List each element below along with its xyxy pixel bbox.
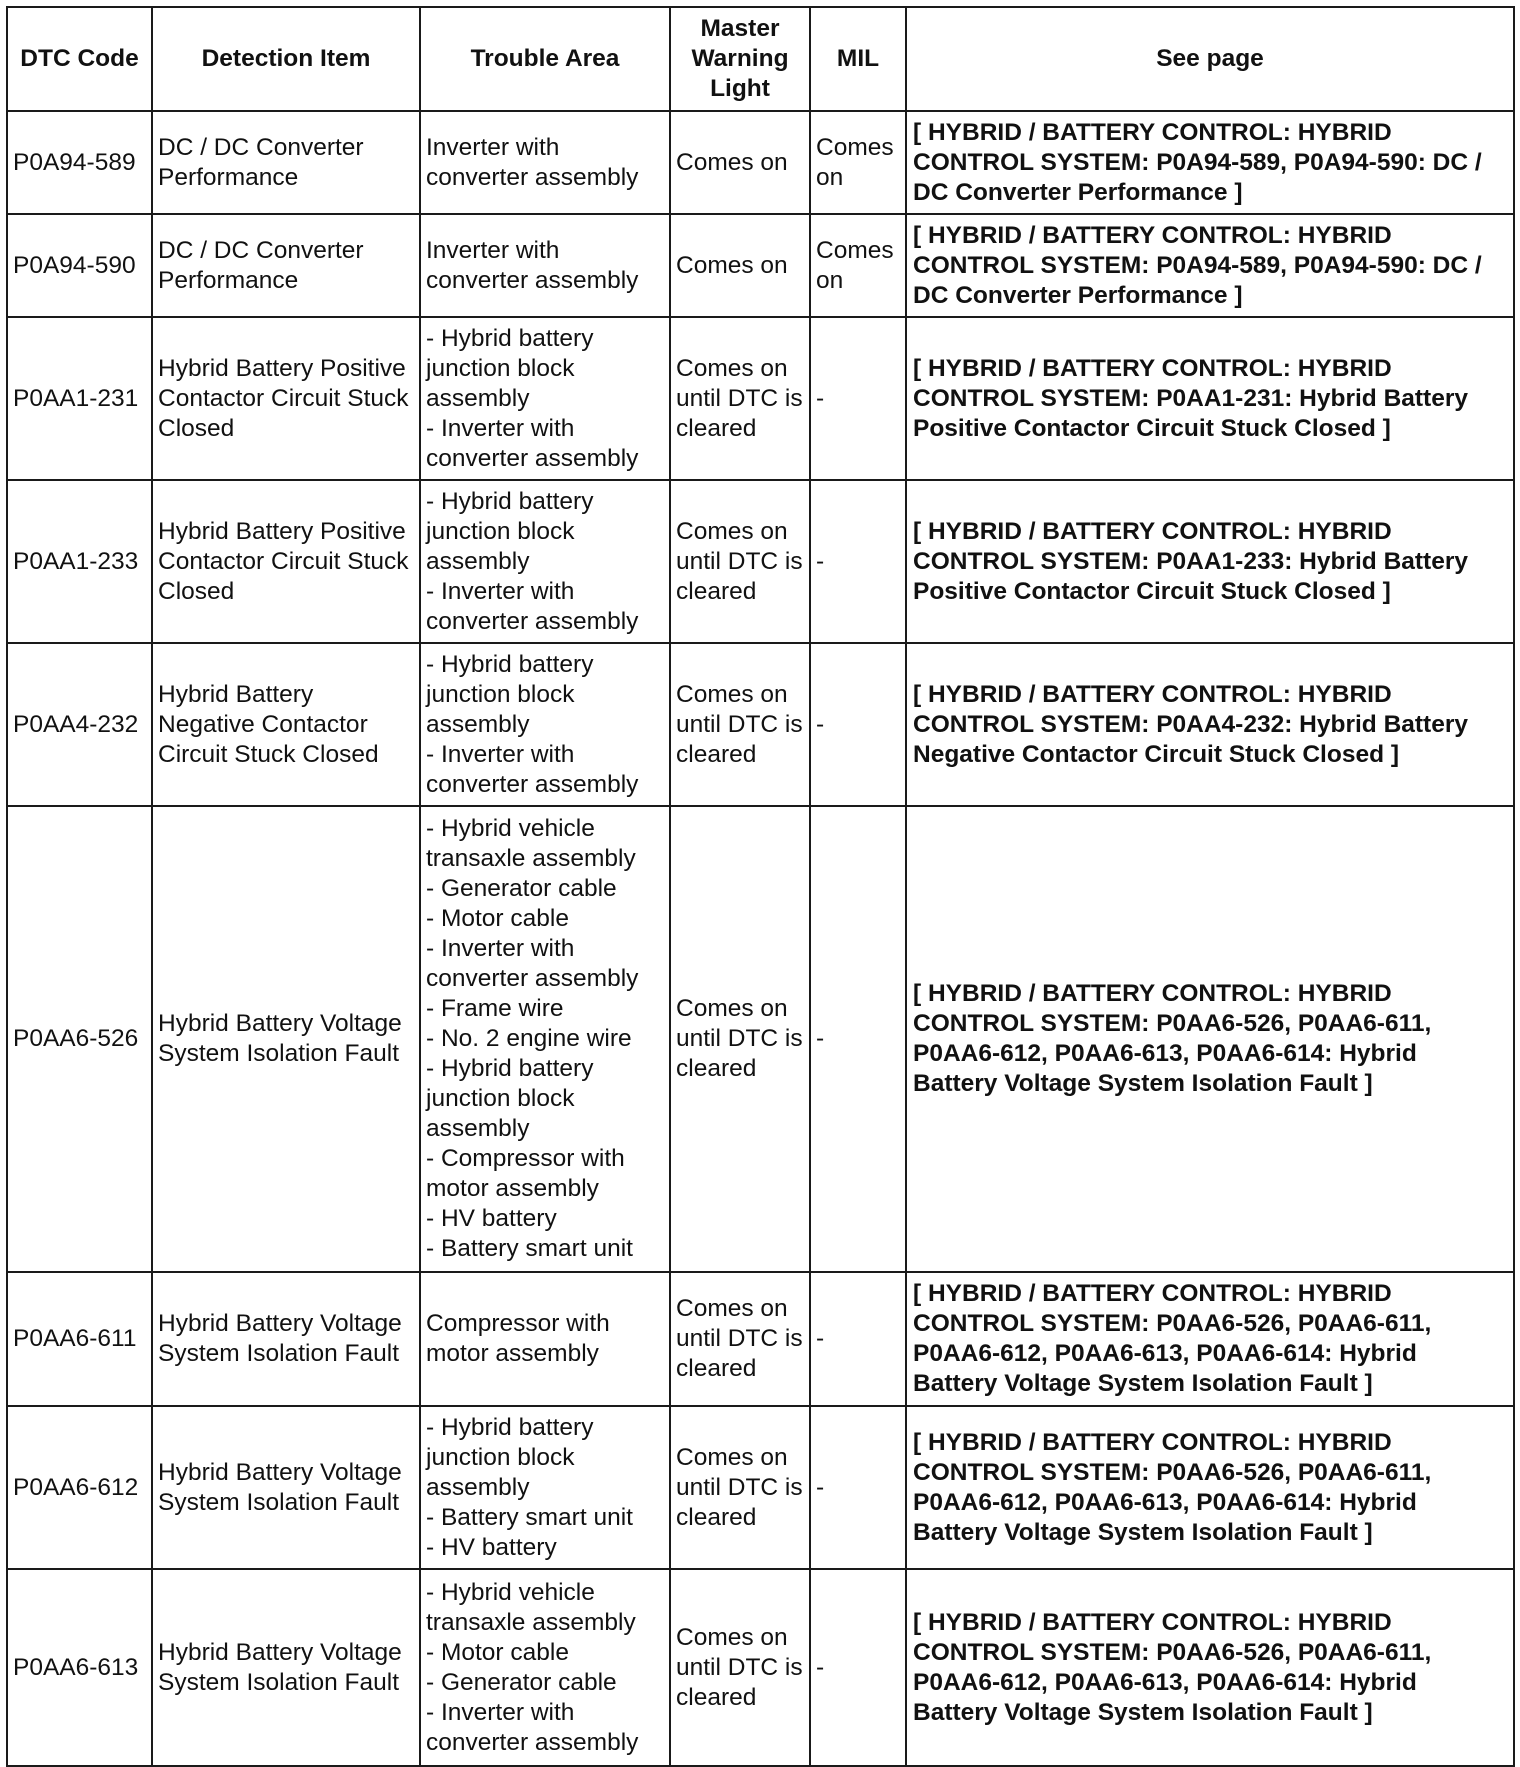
trouble-area-line: - Inverter with converter assembly <box>426 577 639 635</box>
table-row <box>7 111 1514 214</box>
trouble-area-cell <box>420 806 670 1272</box>
header-dtc-code: DTC Code <box>7 7 152 111</box>
mil-cell: - <box>810 1569 906 1766</box>
dtc-code-cell: P0AA4-232 <box>7 643 152 806</box>
detection-item-cell: Hybrid Battery Voltage System Isolation Fault <box>152 1569 420 1766</box>
mil-cell: - <box>810 643 906 806</box>
master-warning-light-cell: Comes on until DTC is cleared <box>670 1406 810 1569</box>
master-warning-light-cell: Comes on until DTC is cleared <box>670 480 810 643</box>
master-warning-light-cell: Comes on <box>670 111 810 214</box>
dtc-code-cell: P0AA6-612 <box>7 1406 152 1569</box>
trouble-area-line: - Inverter with converter assembly <box>426 740 639 798</box>
see-page-cell: [ HYBRID / BATTERY CONTROL: HYBRID CONTROL SYSTEM: P0A94-589, P0A94-590: DC / DC Converter Performance ] <box>906 111 1514 214</box>
header-master-warning-light: Master Warning Light <box>670 7 810 111</box>
trouble-area-line: - Motor cable <box>426 1638 569 1666</box>
master-warning-light-cell: Comes on until DTC is cleared <box>670 643 810 806</box>
see-page-cell: [ HYBRID / BATTERY CONTROL: HYBRID CONTROL SYSTEM: P0AA6-526, P0AA6-611, P0AA6-612, P0AA6-613, P0AA6-614: Hybrid Battery Voltage System Isolation Fault ] <box>906 1272 1514 1406</box>
master-warning-light-cell: Comes on until DTC is cleared <box>670 1272 810 1406</box>
table-body <box>7 111 1514 1766</box>
detection-item-cell: Hybrid Battery Positive Contactor Circuit Stuck Closed <box>152 317 420 480</box>
trouble-area-line: - Generator cable <box>426 875 617 902</box>
trouble-area-line: - Hybrid battery junction block assembly <box>426 1413 594 1501</box>
see-page-cell: [ HYBRID / BATTERY CONTROL: HYBRID CONTROL SYSTEM: P0AA1-233: Hybrid Battery Positive Contactor Circuit Stuck Closed ] <box>906 480 1514 643</box>
header-detection-item: Detection Item <box>152 7 420 111</box>
trouble-area-cell <box>420 111 670 214</box>
detection-item-cell: Hybrid Battery Voltage System Isolation Fault <box>152 1272 420 1406</box>
mil-cell: Comes on <box>810 214 906 317</box>
trouble-area-line: - Motor cable <box>426 905 569 932</box>
trouble-area-cell <box>420 1272 670 1406</box>
trouble-area-line: - Hybrid battery junction block assembly <box>426 1055 594 1142</box>
trouble-area-line: - Inverter with converter assembly <box>426 414 639 472</box>
see-page-cell: [ HYBRID / BATTERY CONTROL: HYBRID CONTROL SYSTEM: P0AA6-526, P0AA6-611, P0AA6-612, P0AA6-613, P0AA6-614: Hybrid Battery Voltage System Isolation Fault ] <box>906 806 1514 1272</box>
trouble-area-cell <box>420 480 670 643</box>
mil-cell: - <box>810 480 906 643</box>
master-warning-light-cell: Comes on until DTC is cleared <box>670 317 810 480</box>
trouble-area-line: - Inverter with converter assembly <box>426 1698 639 1756</box>
dtc-code-cell: P0A94-590 <box>7 214 152 317</box>
mil-cell: - <box>810 1406 906 1569</box>
table-row <box>7 214 1514 317</box>
dtc-code-cell: P0AA6-611 <box>7 1272 152 1406</box>
trouble-area-line: - Hybrid battery junction block assembly <box>426 650 594 738</box>
see-page-cell: [ HYBRID / BATTERY CONTROL: HYBRID CONTROL SYSTEM: P0AA6-526, P0AA6-611, P0AA6-612, P0AA6-613, P0AA6-614: Hybrid Battery Voltage System Isolation Fault ] <box>906 1569 1514 1766</box>
table-row <box>7 1406 1514 1569</box>
trouble-area-line: - Hybrid vehicle transaxle assembly <box>426 815 636 872</box>
table-row <box>7 643 1514 806</box>
dtc-code-cell: P0A94-589 <box>7 111 152 214</box>
table-row <box>7 1569 1514 1766</box>
mil-cell: - <box>810 806 906 1272</box>
detection-item-cell: Hybrid Battery Voltage System Isolation Fault <box>152 806 420 1272</box>
table-row <box>7 1272 1514 1406</box>
see-page-cell: [ HYBRID / BATTERY CONTROL: HYBRID CONTROL SYSTEM: P0AA6-526, P0AA6-611, P0AA6-612, P0AA6-613, P0AA6-614: Hybrid Battery Voltage System Isolation Fault ] <box>906 1406 1514 1569</box>
trouble-area-line: - Inverter with converter assembly <box>426 935 639 992</box>
dtc-code-cell: P0AA6-526 <box>7 806 152 1272</box>
table-row <box>7 317 1514 480</box>
dtc-table <box>6 6 1515 1767</box>
trouble-area-line: - Hybrid battery junction block assembly <box>426 324 594 412</box>
detection-item-cell: Hybrid Battery Negative Contactor Circuit Stuck Closed <box>152 643 420 806</box>
mil-cell: - <box>810 317 906 480</box>
trouble-area-cell <box>420 1406 670 1569</box>
mil-cell: - <box>810 1272 906 1406</box>
trouble-area-line: - Compressor with motor assembly <box>426 1145 625 1202</box>
trouble-area-cell <box>420 317 670 480</box>
table-row <box>7 806 1514 1272</box>
trouble-area-line: - Battery smart unit <box>426 1503 633 1531</box>
trouble-area-cell <box>420 1569 670 1766</box>
trouble-area-line: - Battery smart unit <box>426 1235 633 1262</box>
dtc-code-cell: P0AA6-613 <box>7 1569 152 1766</box>
trouble-area-line: - Hybrid battery junction block assembly <box>426 487 594 575</box>
trouble-area-line: - HV battery <box>426 1533 557 1561</box>
trouble-area-line: - Frame wire <box>426 995 564 1022</box>
dtc-code-cell: P0AA1-231 <box>7 317 152 480</box>
trouble-area-line: - HV battery <box>426 1205 557 1232</box>
trouble-area-line: - Generator cable <box>426 1668 617 1696</box>
detection-item-cell: DC / DC Converter Performance <box>152 111 420 214</box>
see-page-cell: [ HYBRID / BATTERY CONTROL: HYBRID CONTROL SYSTEM: P0AA1-231: Hybrid Battery Positive Contactor Circuit Stuck Closed ] <box>906 317 1514 480</box>
table-row <box>7 480 1514 643</box>
see-page-cell: [ HYBRID / BATTERY CONTROL: HYBRID CONTROL SYSTEM: P0A94-589, P0A94-590: DC / DC Converter Performance ] <box>906 214 1514 317</box>
header-trouble-area: Trouble Area <box>420 7 670 111</box>
see-page-cell: [ HYBRID / BATTERY CONTROL: HYBRID CONTROL SYSTEM: P0AA4-232: Hybrid Battery Negative Contactor Circuit Stuck Closed ] <box>906 643 1514 806</box>
detection-item-cell: DC / DC Converter Performance <box>152 214 420 317</box>
trouble-area-line: - No. 2 engine wire <box>426 1025 632 1052</box>
master-warning-light-cell: Comes on until DTC is cleared <box>670 806 810 1272</box>
trouble-area-line: - Hybrid vehicle transaxle assembly <box>426 1578 636 1636</box>
trouble-area-line: Inverter with converter assembly <box>426 236 639 294</box>
master-warning-light-cell: Comes on until DTC is cleared <box>670 1569 810 1766</box>
trouble-area-line: Inverter with converter assembly <box>426 133 639 191</box>
trouble-area-cell <box>420 214 670 317</box>
header-see-page: See page <box>906 7 1514 111</box>
trouble-area-line: Compressor with motor assembly <box>426 1310 610 1367</box>
trouble-area-cell <box>420 643 670 806</box>
header-mil: MIL <box>810 7 906 111</box>
header-row <box>7 7 1514 111</box>
master-warning-light-cell: Comes on <box>670 214 810 317</box>
detection-item-cell: Hybrid Battery Positive Contactor Circuit Stuck Closed <box>152 480 420 643</box>
detection-item-cell: Hybrid Battery Voltage System Isolation Fault <box>152 1406 420 1569</box>
dtc-code-cell: P0AA1-233 <box>7 480 152 643</box>
mil-cell: Comes on <box>810 111 906 214</box>
